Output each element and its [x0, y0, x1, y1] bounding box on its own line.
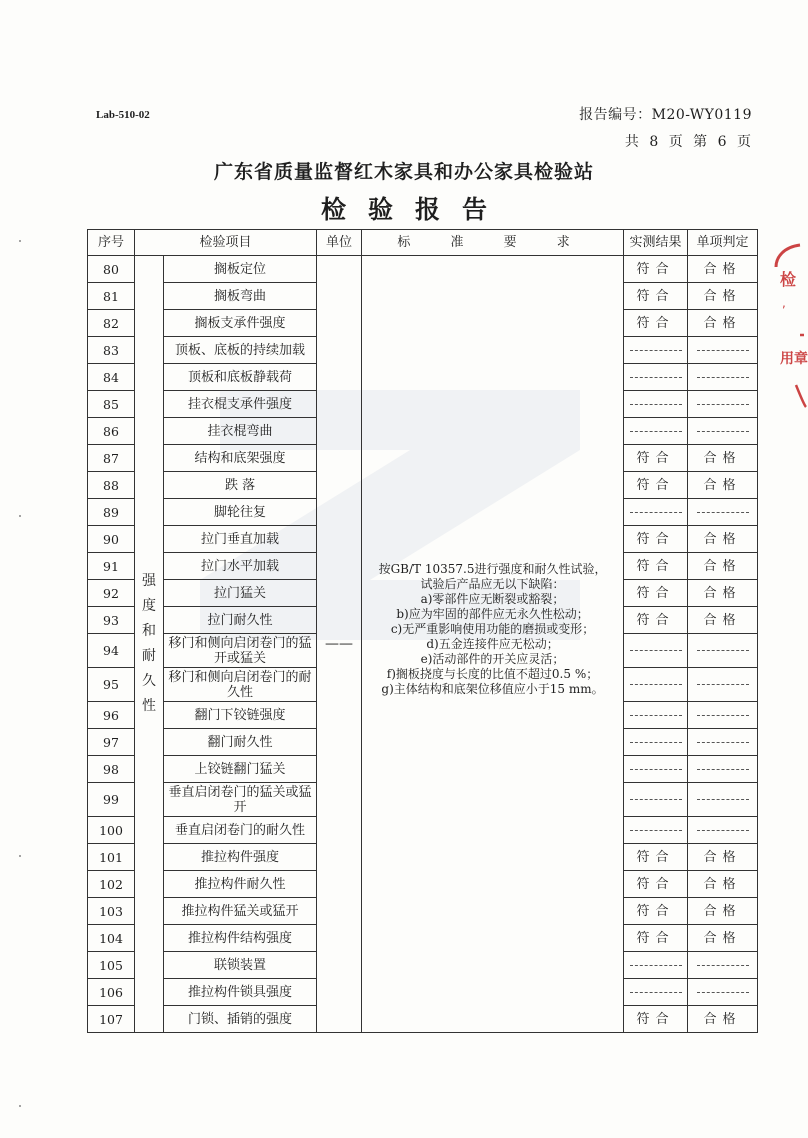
not-applicable-dash: [697, 431, 749, 432]
result-text: 符合: [636, 558, 675, 574]
inspection-item: 移门和侧向启闭卷门的耐久性: [164, 668, 317, 702]
measured-result: [624, 364, 688, 391]
standard-line: 按GB/T 10357.5进行强度和耐久性试验，: [378, 561, 607, 576]
not-applicable-dash: [697, 965, 749, 966]
inspection-item: 顶板和底板静载荷: [164, 364, 317, 391]
inspection-item: 搁板定位: [164, 256, 317, 283]
not-applicable-dash: [697, 769, 749, 770]
item-judgment: [688, 607, 758, 634]
not-applicable-dash: [697, 830, 749, 831]
item-judgment: [688, 979, 758, 1006]
column-header-unit: 单位: [317, 230, 362, 256]
item-judgment: [688, 925, 758, 952]
not-applicable-dash: [697, 512, 749, 513]
category-label: 强度和耐久性: [142, 573, 156, 714]
item-judgment: [688, 871, 758, 898]
item-judgment: [688, 391, 758, 418]
result-text: 符合: [636, 531, 675, 547]
result-text: 符合: [636, 288, 675, 304]
standard-line: 试验后产品应无以下缺陷：: [420, 576, 565, 591]
not-applicable-dash: [630, 965, 682, 966]
item-judgment: [688, 1006, 758, 1033]
item-judgment: [688, 952, 758, 979]
column-header-result: 实测结果: [624, 230, 688, 256]
not-applicable-dash: [697, 715, 749, 716]
item-judgment: [688, 445, 758, 472]
category-cell: [135, 256, 164, 1033]
item-judgment: [688, 668, 758, 702]
not-applicable-dash: [697, 350, 749, 351]
inspection-item: 推拉构件锁具强度: [164, 979, 317, 1006]
standard-line: d)五金连接件应无松动；: [426, 636, 559, 651]
scan-speck: [19, 855, 21, 857]
not-applicable-dash: [630, 650, 682, 651]
judgment-text: 合格: [703, 315, 742, 331]
result-text: 符合: [636, 903, 675, 919]
measured-result: [624, 756, 688, 783]
not-applicable-dash: [697, 650, 749, 651]
judgment-text: 合格: [703, 876, 742, 892]
scan-speck: [19, 515, 21, 517]
not-applicable-dash: [630, 799, 682, 800]
measured-result: [624, 871, 688, 898]
not-applicable-dash: [630, 769, 682, 770]
svg-text:检: 检: [780, 270, 797, 289]
not-applicable-dash: [630, 431, 682, 432]
inspection-item: 搁板弯曲: [164, 283, 317, 310]
measured-result: [624, 668, 688, 702]
item-judgment: [688, 702, 758, 729]
row-number: 88: [88, 472, 135, 499]
inspection-item: 门锁、插销的强度: [164, 1006, 317, 1033]
svg-text:,: ,: [782, 296, 786, 310]
inspection-item: 挂衣棍弯曲: [164, 418, 317, 445]
row-number: 99: [88, 783, 135, 817]
judgment-text: 合格: [703, 477, 742, 493]
row-number: 98: [88, 756, 135, 783]
result-text: 符合: [636, 930, 675, 946]
not-applicable-dash: [697, 684, 749, 685]
measured-result: [624, 337, 688, 364]
result-text: 符合: [636, 261, 675, 277]
result-text: 符合: [636, 477, 675, 493]
judgment-text: 合格: [703, 612, 742, 628]
standard-requirements: [362, 256, 624, 1033]
measured-result: [624, 283, 688, 310]
row-number: 102: [88, 871, 135, 898]
inspection-item: 拉门耐久性: [164, 607, 317, 634]
column-header-no: 序号: [88, 230, 135, 256]
measured-result: [624, 634, 688, 668]
inspection-item: 结构和底架强度: [164, 445, 317, 472]
judgment-text: 合格: [703, 261, 742, 277]
item-judgment: [688, 364, 758, 391]
page-info: 共 8 页 第 6 页: [624, 134, 752, 150]
result-text: 符合: [636, 876, 675, 892]
measured-result: [624, 607, 688, 634]
measured-result: [624, 256, 688, 283]
measured-result: [624, 499, 688, 526]
measured-result: [624, 553, 688, 580]
item-judgment: [688, 310, 758, 337]
not-applicable-dash: [697, 377, 749, 378]
result-text: 符合: [636, 1011, 675, 1027]
row-number: 81: [88, 283, 135, 310]
column-header-item: 检验项目: [135, 230, 317, 256]
item-judgment: [688, 729, 758, 756]
inspection-item: 上铰链翻门猛关: [164, 756, 317, 783]
result-text: 符合: [636, 849, 675, 865]
svg-text:用章: 用章: [780, 351, 808, 367]
measured-result: [624, 702, 688, 729]
standard-line: e)活动部件的开关应灵活；: [420, 651, 565, 666]
inspection-item: 搁板支承件强度: [164, 310, 317, 337]
row-number: 103: [88, 898, 135, 925]
item-judgment: [688, 580, 758, 607]
row-number: 101: [88, 844, 135, 871]
inspection-item: 推拉构件强度: [164, 844, 317, 871]
row-number: 107: [88, 1006, 135, 1033]
item-judgment: [688, 472, 758, 499]
item-judgment: [688, 337, 758, 364]
measured-result: [624, 526, 688, 553]
judgment-text: 合格: [703, 930, 742, 946]
item-judgment: [688, 817, 758, 844]
judgment-text: 合格: [703, 558, 742, 574]
measured-result: [624, 580, 688, 607]
judgment-text: 合格: [703, 450, 742, 466]
standard-line: a)零部件应无断裂或豁裂；: [420, 591, 565, 606]
row-number: 95: [88, 668, 135, 702]
row-number: 90: [88, 526, 135, 553]
not-applicable-dash: [630, 512, 682, 513]
inspection-item: 垂直启闭卷门的猛关或猛开: [164, 783, 317, 817]
seal-stamp: [770, 235, 808, 415]
inspection-item: 拉门垂直加载: [164, 526, 317, 553]
inspection-item: 跌 落: [164, 472, 317, 499]
report-number: 报告编号：M20-WY0119: [579, 107, 752, 123]
result-text: 符合: [636, 585, 675, 601]
item-judgment: [688, 256, 758, 283]
item-judgment: [688, 783, 758, 817]
not-applicable-dash: [630, 350, 682, 351]
item-judgment: [688, 756, 758, 783]
measured-result: [624, 979, 688, 1006]
inspection-item: 拉门水平加载: [164, 553, 317, 580]
standard-line: g)主体结构和底架位移值应小于15 mm。: [381, 681, 604, 696]
judgment-text: 合格: [703, 531, 742, 547]
inspection-table: [87, 229, 758, 1033]
inspection-item: 翻门下铰链强度: [164, 702, 317, 729]
result-text: 符合: [636, 450, 675, 466]
row-number: 86: [88, 418, 135, 445]
measured-result: [624, 898, 688, 925]
measured-result: [624, 418, 688, 445]
measured-result: [624, 445, 688, 472]
row-number: 91: [88, 553, 135, 580]
row-number: 85: [88, 391, 135, 418]
item-judgment: [688, 844, 758, 871]
scan-speck: [19, 1105, 21, 1107]
unit-cell: ——: [317, 256, 362, 1033]
item-judgment: [688, 634, 758, 668]
column-header-standard: 标 准 要 求: [362, 230, 624, 256]
judgment-text: 合格: [703, 903, 742, 919]
row-number: 100: [88, 817, 135, 844]
standard-line: b)应为牢固的部件应无永久性松动；: [396, 606, 589, 621]
row-number: 89: [88, 499, 135, 526]
station-name: 广东省质量监督红木家具和办公家具检验站: [213, 161, 594, 183]
standard-line: f)搁板挠度与长度的比值不超过0.5 %；: [386, 666, 599, 681]
measured-result: [624, 844, 688, 871]
row-number: 83: [88, 337, 135, 364]
measured-result: [624, 783, 688, 817]
item-judgment: [688, 553, 758, 580]
inspection-item: 联锁装置: [164, 952, 317, 979]
inspection-item: 推拉构件结构强度: [164, 925, 317, 952]
measured-result: [624, 391, 688, 418]
row-number: 94: [88, 634, 135, 668]
row-number: 97: [88, 729, 135, 756]
table-row: [88, 256, 758, 283]
measured-result: [624, 729, 688, 756]
standard-line: c)无严重影响使用功能的磨损或变形；: [390, 621, 595, 636]
item-judgment: [688, 418, 758, 445]
not-applicable-dash: [697, 992, 749, 993]
item-judgment: [688, 526, 758, 553]
lab-code: Lab-510-02: [96, 109, 150, 121]
row-number: 87: [88, 445, 135, 472]
measured-result: [624, 925, 688, 952]
row-number: 80: [88, 256, 135, 283]
judgment-text: 合格: [703, 1011, 742, 1027]
row-number: 92: [88, 580, 135, 607]
not-applicable-dash: [630, 830, 682, 831]
inspection-item: 移门和侧向启闭卷门的猛开或猛关: [164, 634, 317, 668]
measured-result: [624, 952, 688, 979]
not-applicable-dash: [630, 992, 682, 993]
result-text: 符合: [636, 612, 675, 628]
not-applicable-dash: [697, 742, 749, 743]
not-applicable-dash: [630, 742, 682, 743]
measured-result: [624, 472, 688, 499]
row-number: 104: [88, 925, 135, 952]
judgment-text: 合格: [703, 288, 742, 304]
table-header-row: [88, 230, 758, 256]
item-judgment: [688, 499, 758, 526]
inspection-item: 顶板、底板的持续加载: [164, 337, 317, 364]
inspection-item: 推拉构件猛关或猛开: [164, 898, 317, 925]
row-number: 84: [88, 364, 135, 391]
inspection-item: 脚轮往复: [164, 499, 317, 526]
inspection-item: 拉门猛关: [164, 580, 317, 607]
not-applicable-dash: [630, 684, 682, 685]
row-number: 82: [88, 310, 135, 337]
not-applicable-dash: [630, 377, 682, 378]
measured-result: [624, 1006, 688, 1033]
judgment-text: 合格: [703, 849, 742, 865]
report-title: 检验报告: [320, 195, 509, 224]
row-number: 106: [88, 979, 135, 1006]
item-judgment: [688, 283, 758, 310]
not-applicable-dash: [697, 404, 749, 405]
column-header-judgment: 单项判定: [688, 230, 758, 256]
row-number: 96: [88, 702, 135, 729]
inspection-item: 翻门耐久性: [164, 729, 317, 756]
not-applicable-dash: [630, 404, 682, 405]
not-applicable-dash: [630, 715, 682, 716]
inspection-item: 垂直启闭卷门的耐久性: [164, 817, 317, 844]
row-number: 93: [88, 607, 135, 634]
not-applicable-dash: [697, 799, 749, 800]
inspection-item: 推拉构件耐久性: [164, 871, 317, 898]
row-number: 105: [88, 952, 135, 979]
result-text: 符合: [636, 315, 675, 331]
scan-speck: [19, 240, 21, 242]
judgment-text: 合格: [703, 585, 742, 601]
inspection-item: 挂衣棍支承件强度: [164, 391, 317, 418]
measured-result: [624, 817, 688, 844]
measured-result: [624, 310, 688, 337]
item-judgment: [688, 898, 758, 925]
